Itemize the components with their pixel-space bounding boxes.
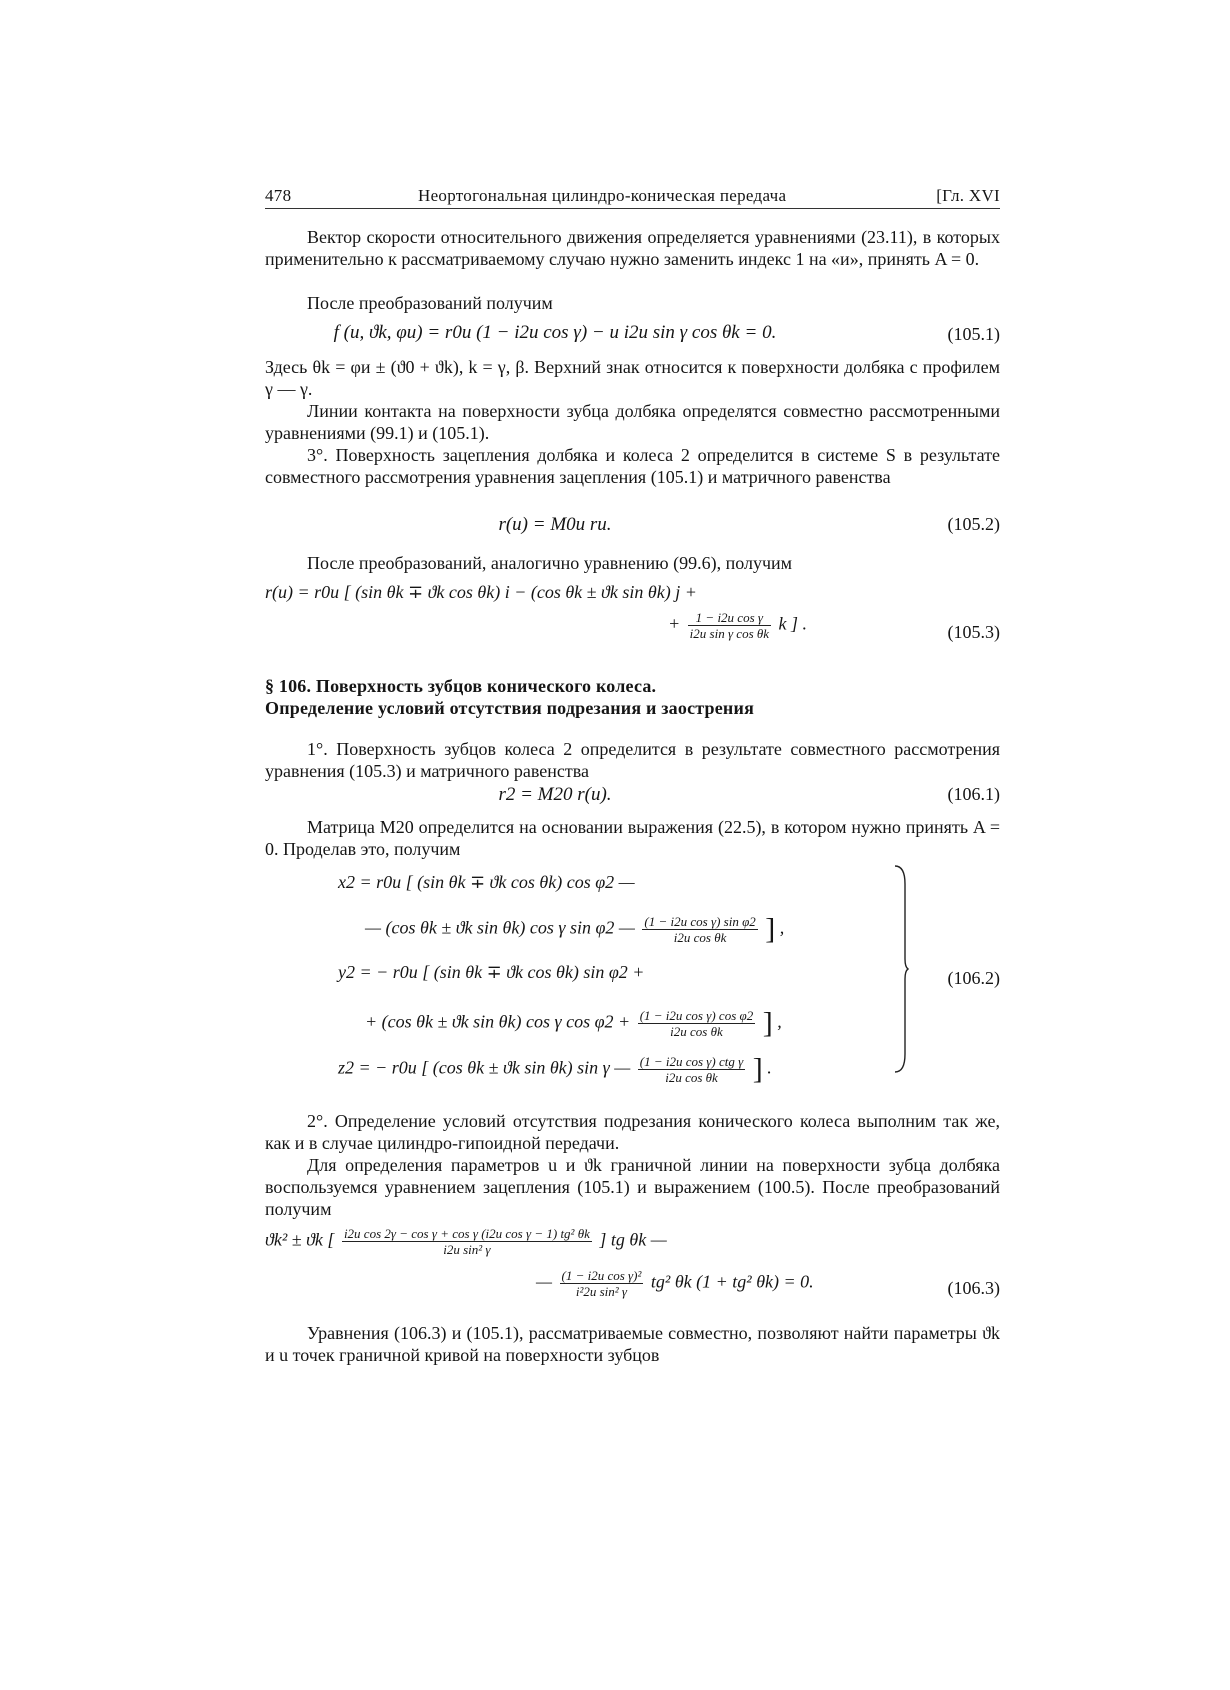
- paragraph-10: Для определения параметров u и ϑk граничной линии на поверхности зубца долбяка воспользуемся уравнением зацепления (105.1) и выражением (100.5). После преобразований получим: [265, 1155, 1000, 1219]
- eq-105-3-fraction: [688, 610, 771, 641]
- eq-106-3-numerator-2: (1 − i2и cos γ)²: [561, 1268, 642, 1283]
- eq-106-3-tail: tg² θk (1 + tg² θk) = 0.: [650, 1271, 814, 1292]
- section-heading-line-1: § 106. Поверхность зубцов конического колеса.: [265, 676, 657, 696]
- page-number: 478: [265, 186, 292, 205]
- equation-x2-line-1: x2 = r0и [ (sin θk ∓ ϑk cos θk) cos φ2 —: [338, 872, 635, 892]
- equation-106-3-line-1: [265, 1226, 667, 1257]
- equation-105-1: f (u, ϑk, φи) = r0и (1 − i2и cos γ) − u i2и sin γ cos θk = 0.: [333, 322, 777, 343]
- paragraph-5: 3°. Поверхность зацепления долбяка и колеса 2 определится в системе S в результате совместного рассмотрения уравнения зацепления (105.1) и матричного равенства: [265, 445, 1000, 487]
- eq-105-3-tail: k ] .: [778, 613, 808, 634]
- x2-line-2-main: — (cos θk ± ϑk sin θk) cos γ sin φ2 —: [365, 917, 635, 938]
- paragraph-8: Матрица M20 определится на основании выражения (22.5), в котором нужно принять A = 0. Проделав это, получим: [265, 817, 1000, 859]
- eq-106-3-fraction-1: [342, 1226, 592, 1257]
- equation-number-106-1: (106.1): [947, 784, 1000, 804]
- y2-numerator: (1 − i2и cos γ) cos φ2: [639, 1008, 754, 1023]
- eq-106-3-dash: —: [536, 1271, 553, 1292]
- x2-numerator: (1 − i2и cos γ) sin φ2: [644, 914, 756, 929]
- paragraph-7: 1°. Поверхность зубцов колеса 2 определится в результате совместного рассмотрения уравнения (105.3) и матричного равенства: [265, 739, 1000, 781]
- y2-fraction: [638, 1008, 756, 1039]
- equation-number-105-2: (105.2): [947, 514, 1000, 534]
- paragraph-4: Линии контакта на поверхности зубца долбяка определятся совместно рассмотренными уравнениями (99.1) и (105.1).: [265, 401, 1000, 443]
- eq-106-3-post: ] tg θk —: [599, 1229, 667, 1250]
- paragraph-1: Вектор скорости относительного движения определяется уравнениями (23.11), в которых применительно к рассматриваемому случаю нужно заменить индекс 1 на «и», принять A = 0.: [265, 227, 1000, 269]
- x2-denominator: i2и cos θk: [673, 930, 727, 945]
- paragraph-6: После преобразований, аналогично уравнению (99.6), получим: [307, 553, 793, 573]
- equation-105-2: r(и) = M0и rи.: [498, 514, 612, 535]
- eq-106-3-denominator-1: i2и sin² γ: [443, 1242, 491, 1257]
- z2-numerator: (1 − i2и cos γ) ctg γ: [639, 1054, 744, 1069]
- eq-106-3-denominator-2: i²2и sin² γ: [575, 1284, 628, 1299]
- y2-line-2-main: + (cos θk ± ϑk sin θk) cos γ cos φ2 +: [365, 1011, 631, 1032]
- paragraph-11: Уравнения (106.3) и (105.1), рассматриваемые совместно, позволяют найти параметры ϑk и u точек граничной кривой на поверхности зубцов: [265, 1323, 1000, 1365]
- eq-106-3-numerator-1: i2и cos 2γ − cos γ + cos γ (i2и cos γ − 1) tg² θk: [343, 1226, 590, 1241]
- equation-x2-line-2: — (cos θk ± ϑk sin θk) cos γ sin φ2 — (1 − i2и cos γ) sin φ2 i2и cos θk ] ,: [365, 912, 785, 946]
- equation-number-105-3: (105.3): [947, 622, 1000, 642]
- equation-z2: z2 = − r0и [ (cos θk ± ϑk sin θk) sin γ — (1 − i2и cos γ) ctg γ i2и cos θk ] .: [338, 1052, 772, 1086]
- z2-main: z2 = − r0и [ (cos θk ± ϑk sin θk) sin γ —: [338, 1057, 631, 1078]
- equation-105-3-line-1: r(и) = r0и [ (sin θk ∓ ϑk cos θk) i − (cos θk ± ϑk sin θk) j +: [265, 582, 697, 602]
- y2-denominator: i2и cos θk: [670, 1024, 723, 1039]
- equation-number-105-1: (105.1): [947, 324, 1000, 344]
- paragraph-3: Здесь θk = φи ± (ϑ0 + ϑk), k = γ, β. Верхний знак относится к поверхности долбяка с профилем γ — γ.: [265, 357, 1000, 399]
- z2-denominator: i2и cos θk: [665, 1070, 718, 1085]
- header-title: Неортогональная цилиндро-коническая передача: [418, 186, 787, 205]
- equation-106-3-line-2: [536, 1268, 814, 1299]
- eq-106-3-fraction-2: [560, 1268, 644, 1299]
- equation-y2-line-2: + (cos θk ± ϑk sin θk) cos γ cos φ2 + (1 − i2и cos γ) cos φ2 i2и cos θk ] ,: [365, 1006, 782, 1040]
- paragraph-9: 2°. Определение условий отсутствия подрезания конического колеса выполним так же, как и в случае цилиндро-гипоидной передачи.: [265, 1111, 1000, 1153]
- eq-105-3-numerator: 1 − i2и cos γ: [688, 610, 771, 626]
- section-heading-line-2: Определение условий отсутствия подрезания и заострения: [265, 698, 755, 718]
- eq-105-3-plus: +: [668, 613, 681, 634]
- z2-fraction: [638, 1054, 746, 1085]
- equation-number-106-3: (106.3): [947, 1278, 1000, 1298]
- eq-106-3-pre: ϑk² ± ϑk [: [265, 1229, 335, 1250]
- paragraph-2: После преобразований получим: [307, 293, 553, 313]
- equation-106-1: r2 = M20 r(и).: [498, 784, 612, 805]
- equation-105-3-line-2: [668, 610, 807, 641]
- equation-y2-line-1: y2 = − r0и [ (sin θk ∓ ϑk cos θk) sin φ2 +: [338, 962, 645, 982]
- equation-number-106-2: (106.2): [947, 968, 1000, 988]
- chapter-label: [Гл. XVI: [936, 186, 1000, 205]
- running-header: [265, 186, 1000, 209]
- x2-fraction: [642, 914, 757, 945]
- right-brace: [893, 864, 909, 1074]
- eq-105-3-denominator: i2и sin γ cos θk: [689, 626, 770, 641]
